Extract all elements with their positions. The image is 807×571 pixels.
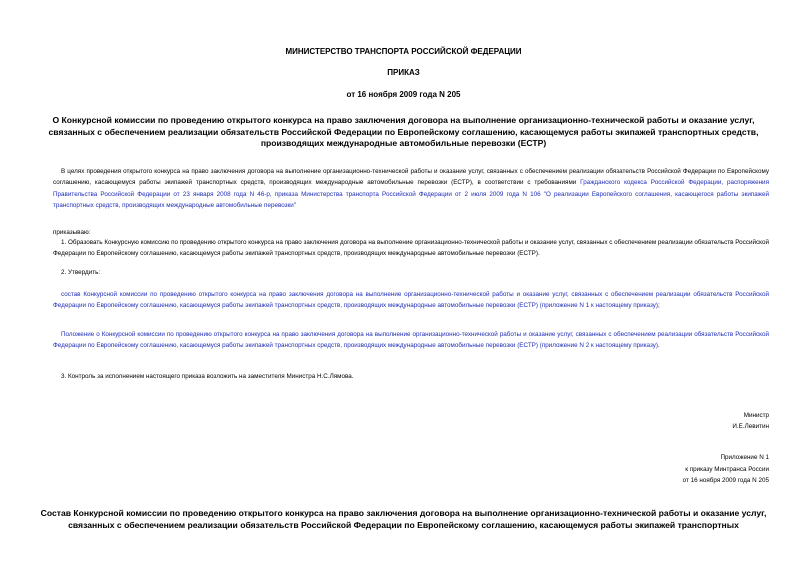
appendix-2-link[interactable]: Положение о Конкурсной комиссии по проведению открытого конкурса на право заключения договора на выполнение организационно-технической работы и оказание услуг, связанных с обеспечением реализации обязательств Российской Федерации по Европейскому соглашению, касающемуся работы экипажей транспортных средств, производящих международные автомобильные перевозки (ЕСТР) (приложение N 2 к настоящему приказу) [53, 331, 769, 350]
signature-position: Министр [743, 412, 769, 419]
appendix-title: Состав Конкурсной комиссии по проведению открытого конкурса на право заключения договора на выполнение организационно-технической работы и оказание услуг, связанных с обеспечением реализации обязательств Российской Федерации по Европейскому соглашению, касающемуся работы экипажей транспортных [40, 508, 767, 530]
approve-item-regulation [53, 329, 769, 352]
order-item-3: 3. Контроль за исполнением настоящего приказа возложить на заместителя Министра Н.С.Лямова. [61, 373, 354, 380]
legal-basis-link[interactable]: Гражданского кодекса Российской Федерации, распоряжения Правительства Российской Федерации от 23 января 2008 года N 46-р, приказа Министерства транспорта Российской Федерации от 2 июля 2009 года N 106 "О реализации Европейского соглашения, касающегося работы экипажей транспортных средств, производящих международные автомобильные перевозки" [53, 179, 769, 209]
document-title: О Конкурсной комиссии по проведению открытого конкурса на право заключения договора на выполнение организационно-технической работы и оказание услуг, связанных с обеспечением реализации обязательств Российской Федерации по Европейскому соглашению, касающемуся работы экипажей транспортных средств, производящих международные автомобильные перевозки (ЕСТР) [48, 115, 759, 148]
preamble-paragraph [53, 166, 769, 211]
appendix-order-date: от 16 ноября 2009 года N 205 [682, 477, 769, 484]
approve-item-regulation-tail: . [658, 342, 660, 350]
signature-name: И.Е.Левитин [732, 423, 769, 430]
order-word: приказываю: [53, 229, 91, 236]
date-number-heading: от 16 ноября 2009 года N 205 [346, 90, 461, 99]
appendix-label: Приложение N 1 [720, 454, 769, 461]
approve-item-composition [53, 289, 769, 312]
ministry-heading: МИНИСТЕРСТВО ТРАНСПОРТА РОССИЙСКОЙ ФЕДЕРАЦИИ [285, 47, 522, 56]
preamble-text: В целях проведения открытого конкурса на право заключения договора на выполнение организационно-технической работы и оказание услуг, связанных с обеспечением реализации обязательств Российской Федерации по Европейскому соглашению, касающемуся работы экипажей транспортных средств, производящих международные автомобильные перевозки (ЕСТР), в соответствии с требованиями [53, 168, 769, 187]
approve-item-composition-tail: ; [658, 302, 660, 310]
order-item-2: 2. Утвердить: [61, 269, 101, 276]
appendix-order-ref: к приказу Минтранса России [685, 466, 769, 473]
order-item-1: 1. Образовать Конкурсную комиссию по проведению открытого конкурса на право заключения договора на выполнение организационно-технической работы и оказание услуг, связанных с обеспечением реализации обязательств Российской Федерации по Европейскому соглашению, касающемуся работы экипажей транспортных средств, производящих международные автомобильные перевозки (ЕСТР). [53, 239, 769, 258]
doc-type-heading: ПРИКАЗ [387, 68, 420, 77]
appendix-1-link[interactable]: состав Конкурсной комиссии по проведению открытого конкурса на право заключения договора на выполнение организационно-технической работы и оказание услуг, связанных с обеспечением реализации обязательств Российской Федерации по Европейскому соглашению, касающемуся работы экипажей транспортных средств, производящих международные автомобильные перевозки (ЕСТР) (приложение N 1 к настоящему приказу) [53, 291, 769, 310]
